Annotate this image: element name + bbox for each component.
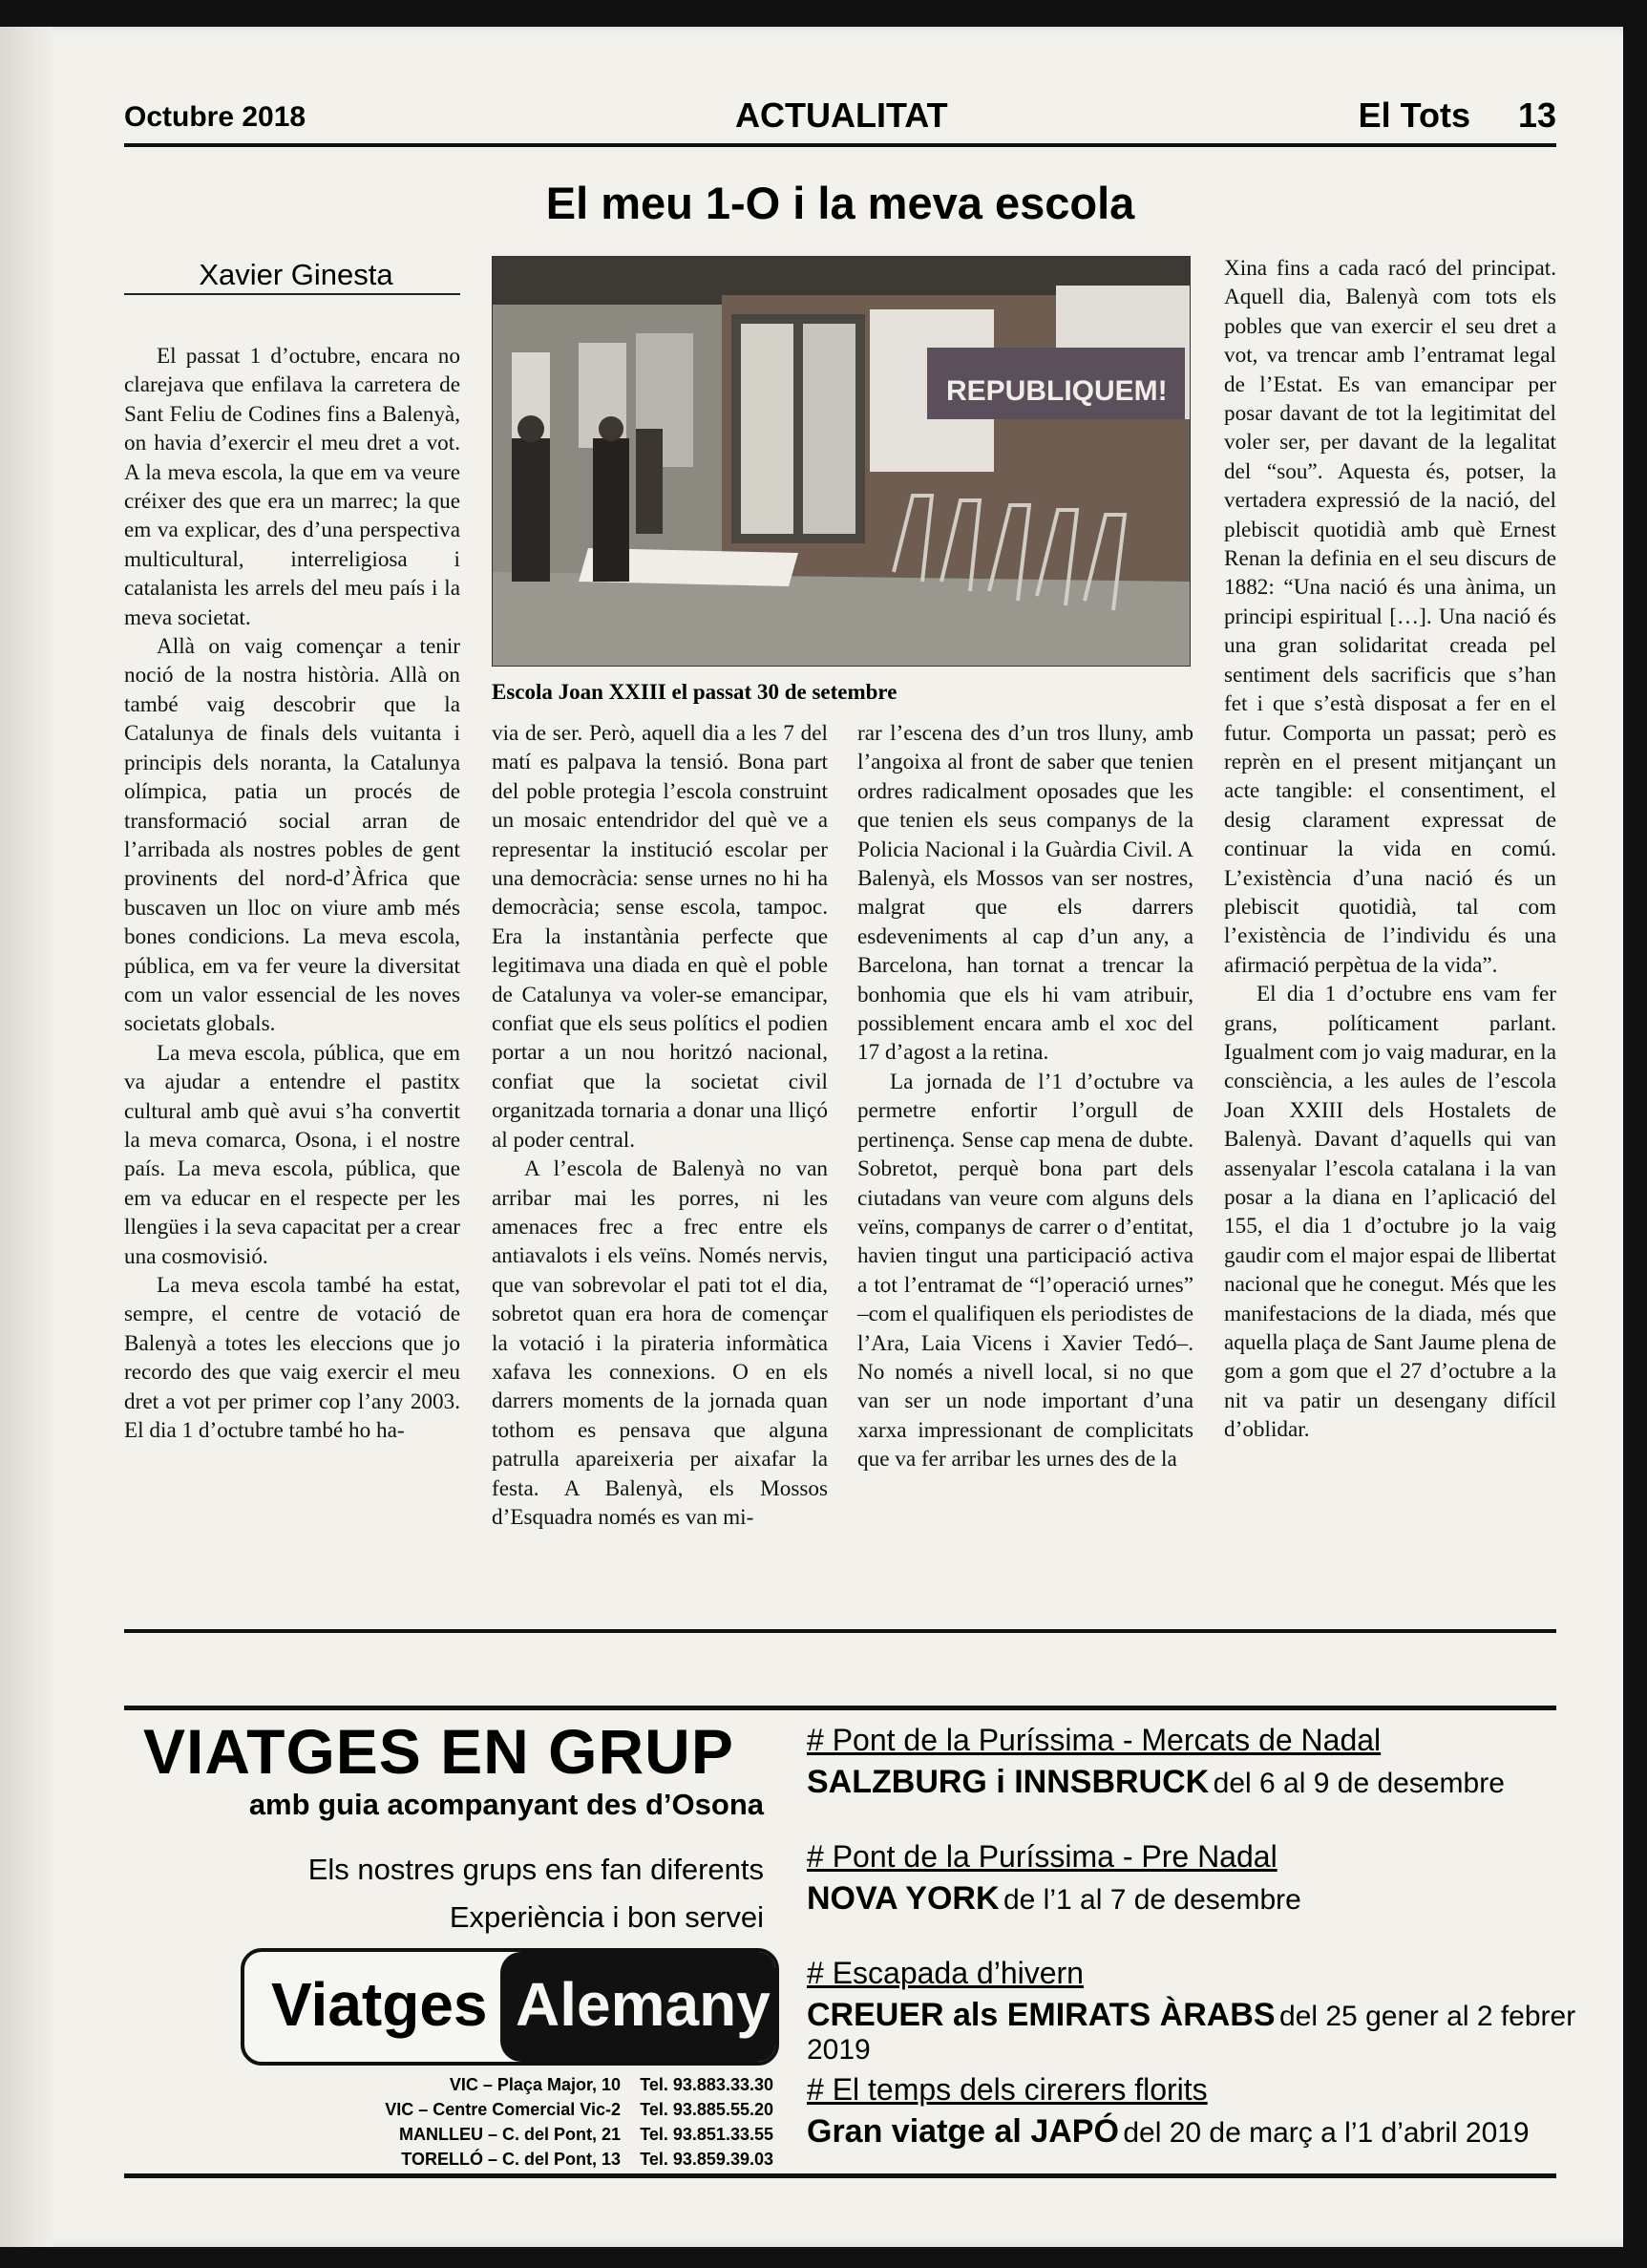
office-row bbox=[315, 2072, 773, 2097]
trip-destination: Gran viatge al JAPÓ bbox=[807, 2113, 1119, 2150]
section-divider bbox=[124, 1629, 1556, 1633]
paragraph: El passat 1 d’octubre, encara no clarejava que enfilava la carretera de Sant Feliu de Codines fins a Balenyà, on havia d’exercir el meu dret a vot. A la meva escola, la que em va veure créixer des que era un marrec; la que em va explicar, des d’una perspectiva multicultural, interreligiosa i catalanista les arrels del meu país i la meva societat. bbox=[124, 344, 460, 630]
paragraph: La meva escola també ha estat, sempre, el centre de votació de Balenyà a totes les eleccions que jo recordo des que vaig exercir el meu dret a vot per primer cop l’any 2003. El dia 1 d’octubre també ho ha- bbox=[124, 1273, 460, 1444]
paragraph: Xina fins a cada racó del principat. Aquell dia, Balenyà com tots els pobles que van exercir el seu dret a vot, va trencar amb l’entramat legal de l’Estat. Es van emancipar per posar davant de tot la legitimitat del voler ser, per davant de la legalitat del “sou”. Aquesta és, potser, la vertadera expressió de la nació, del plebiscit quotidià amb què Ernest Renan la definia en el seu discurs de 1882: “Una nació és una ànima, un principi espiritual […]. Una nació és una gran solidaritat creada pel sentiment dels sacrificis que s’han fet i que s’està disposat a fer en el futur. Comporta un passat; però es reprèn en el present mitjançant un acte tangible: el consentiment, el desig clarament expressat de continuar la vida en comú. L’existència d’una nació és un plebiscit quotidià, tal com l’existència de l’individu és una afirmació perpètua de la vida”. bbox=[1224, 256, 1556, 978]
trip-dates: del 6 al 9 de desembre bbox=[1213, 1768, 1505, 1799]
trip-dates: de l’1 al 7 de desembre bbox=[1003, 1884, 1301, 1916]
agency-logo bbox=[241, 1948, 779, 2066]
logo-text-right: Alemany bbox=[516, 1970, 771, 2039]
article-column-1 bbox=[124, 342, 460, 1445]
photo-caption: Escola Joan XXIII el passat 30 de setembre bbox=[492, 680, 897, 704]
office-phone: Tel. 93.883.33.30 bbox=[640, 2075, 773, 2094]
office-row bbox=[315, 2097, 773, 2122]
paragraph: rar l’escena des d’un tros lluny, amb l’angoixa al front de saber que tenien ordres radicalment oposades que les que tenien els seus companys de la Policia Nacional i la Guàrdia Civil. A Balenyà, els Mossos van ser nostres, malgrat que els darrers esdeveniments al cap d’un any, a Barcelona, han tornat a trencar la bonhomia que els hi vam atribuir, possiblement encara amb el xoc del 17 d’agost a la retina. bbox=[857, 721, 1193, 1066]
article-headline: El meu 1-O i la meva escola bbox=[545, 178, 1135, 228]
trip-offer bbox=[807, 2072, 1530, 2151]
paragraph: La meva escola, pública, que em va ajudar a entendre el pastitx cultural amb què avui s’ha convertit la meva comarca, Osona, i el nostre país. La meva escola, pública, que em va educar en el respecte per les llengües i la seva capacitat per a crear una cosmovisió. bbox=[124, 1040, 460, 1269]
trip-dates: del 20 de març a l’1 d’abril 2019 bbox=[1123, 2117, 1530, 2149]
trip-offer bbox=[807, 1956, 1647, 2067]
trip-destination: NOVA YORK bbox=[807, 1880, 1000, 1917]
office-phone: Tel. 93.885.55.20 bbox=[640, 2100, 773, 2119]
paragraph: La jornada de l’1 d’octubre va permetre enfortir l’orgull de pertinença. Sense cap mena de dubte. Sobretot, perquè bona part dels ciutadans van veure com alguns dels veïns, companys de carrer o d’entitat, havien tingut una participació activa a tot l’entramat de “l’operació urnes” –com el qualifiquen els periodistes de l’Ara, Laia Vicens i Xavier Tedó–. No només a nivell local, si no que van ser un node important d’una xarxa impressionant de complicitats que va fer arribar les urnes des de la bbox=[857, 1069, 1193, 1473]
office-row bbox=[315, 2147, 773, 2172]
paragraph: El dia 1 d’octubre ens vam fer grans, políticament parlant. Igualment com jo vaig madurar, en la consciència, a les aules de l’escola Joan XXIII dels Hostalets de Balenyà. Davant d’aquells qui van assenyalar l’escola catalana i la van posar a la diana en l’aplicació del 155, el dia 1 d’octubre jo la vaig gaudir com el major espai de llibertat nacional que he conegut. Més que les manifestacions de la diada, més que aquella plaça de Sant Jaume plena de gom a gom que el 27 d’octubre a la nit va patir un desengany difícil d’oblidar. bbox=[1224, 982, 1556, 1443]
trip-tag: # Escapada d’hivern bbox=[807, 1956, 1084, 1990]
article-author: Xavier Ginesta bbox=[199, 258, 393, 291]
office-address: MANLLEU – C. del Pont, 21 bbox=[398, 2125, 621, 2144]
page-number: 13 bbox=[1517, 95, 1556, 135]
header-rule bbox=[124, 143, 1556, 147]
trip-offer bbox=[807, 1723, 1505, 1801]
paragraph: A l’escola de Balenyà no van arribar mai les porres, ni les amenaces frec a frec entre els antiavalots i els veïns. Només nervis, que van sobrevolar el pati tot el dia, sobretot quan era hora de començar la votació i la pirateria informàtica xafava les connexions. O en els darrers moments de la jornada quan tothom es pensava que alguna patrulla apareixeria per aixafar la festa. A Balenyà, els Mossos d’Esquadra només es van mi- bbox=[492, 1156, 828, 1530]
trip-offer bbox=[807, 1839, 1301, 1918]
trip-tag: # Pont de la Puríssima - Pre Nadal bbox=[807, 1839, 1277, 1874]
ad-slogan-2: Experiència i bon servei bbox=[449, 1900, 764, 1934]
ad-subtitle: amb guia acompanyant des d’Osona bbox=[248, 1788, 764, 1821]
office-address: VIC – Plaça Major, 10 bbox=[449, 2075, 621, 2094]
ad-title: VIATGES EN GRUP bbox=[143, 1716, 734, 1787]
trip-tag: # El temps dels cirerers florits bbox=[807, 2072, 1208, 2107]
office-address: TORELLÓ – C. del Pont, 13 bbox=[401, 2150, 621, 2169]
office-row bbox=[315, 2122, 773, 2147]
article-column-2 bbox=[492, 719, 828, 1532]
office-address: VIC – Centre Comercial Vic-2 bbox=[385, 2100, 621, 2119]
issue-date: Octubre 2018 bbox=[124, 101, 306, 133]
paragraph: via de ser. Però, aquell dia a les 7 del matí es palpava la tensió. Bona part del poble protegia l’escola construint un mosaic entendridor del què ve a representar la institució escolar per una democràcia: sense urnes no hi ha democràcia; sense escola, tampoc. Era la instantània perfecte que legitimava una diada en què el poble de Catalunya va voler-se emancipar, confiat que els seus polítics el podien portar a un nou horitzó nacional, confiat que la societat civil organitzada tornaria a donar una lliçó al poder central. bbox=[492, 721, 828, 1153]
ad-top-border bbox=[124, 1706, 1556, 1710]
author-rule bbox=[124, 293, 460, 295]
trip-dates: del 25 gener al 2 febrer 2019 bbox=[807, 2001, 1576, 2066]
section-title: ACTUALITAT bbox=[735, 95, 948, 135]
logo-text-left: Viatges bbox=[271, 1970, 488, 2039]
trip-tag: # Pont de la Puríssima - Mercats de Nadal bbox=[807, 1723, 1382, 1757]
article-column-4 bbox=[1224, 254, 1556, 1445]
office-phone: Tel. 93.851.33.55 bbox=[640, 2125, 773, 2144]
page-header bbox=[124, 95, 1556, 139]
article-photo bbox=[492, 256, 1191, 667]
photo-banner-text: REPUBLIQUEM! bbox=[946, 375, 1168, 407]
publication-name: El Tots bbox=[1358, 95, 1470, 135]
trip-destination: SALZBURG i INNSBRUCK bbox=[807, 1764, 1210, 1800]
ad-slogan-1: Els nostres grups ens fan diferents bbox=[307, 1853, 764, 1886]
paragraph: Allà on vaig començar a tenir noció de la nostra història. Allà on també vaig descobrir que la Catalunya de finals dels vuitanta i principis dels noranta, la Catalunya olímpica, patia un procés de transformació social arran de l’arribada als nostres pobles de gent provinents del nord-d’Àfrica que buscaven un lloc on viure amb més bones condicions. La meva escola, pública, em va fer veure la diversitat com un valor essencial de les noves societats globals. bbox=[124, 634, 460, 1037]
ad-bottom-border bbox=[124, 2173, 1556, 2178]
page-fold-shadow bbox=[0, 27, 53, 2247]
article-column-3 bbox=[857, 719, 1193, 1474]
office-list bbox=[315, 2072, 773, 2172]
trip-destination: CREUER als EMIRATS ÀRABS bbox=[807, 1997, 1276, 2033]
office-phone: Tel. 93.859.39.03 bbox=[640, 2150, 773, 2169]
